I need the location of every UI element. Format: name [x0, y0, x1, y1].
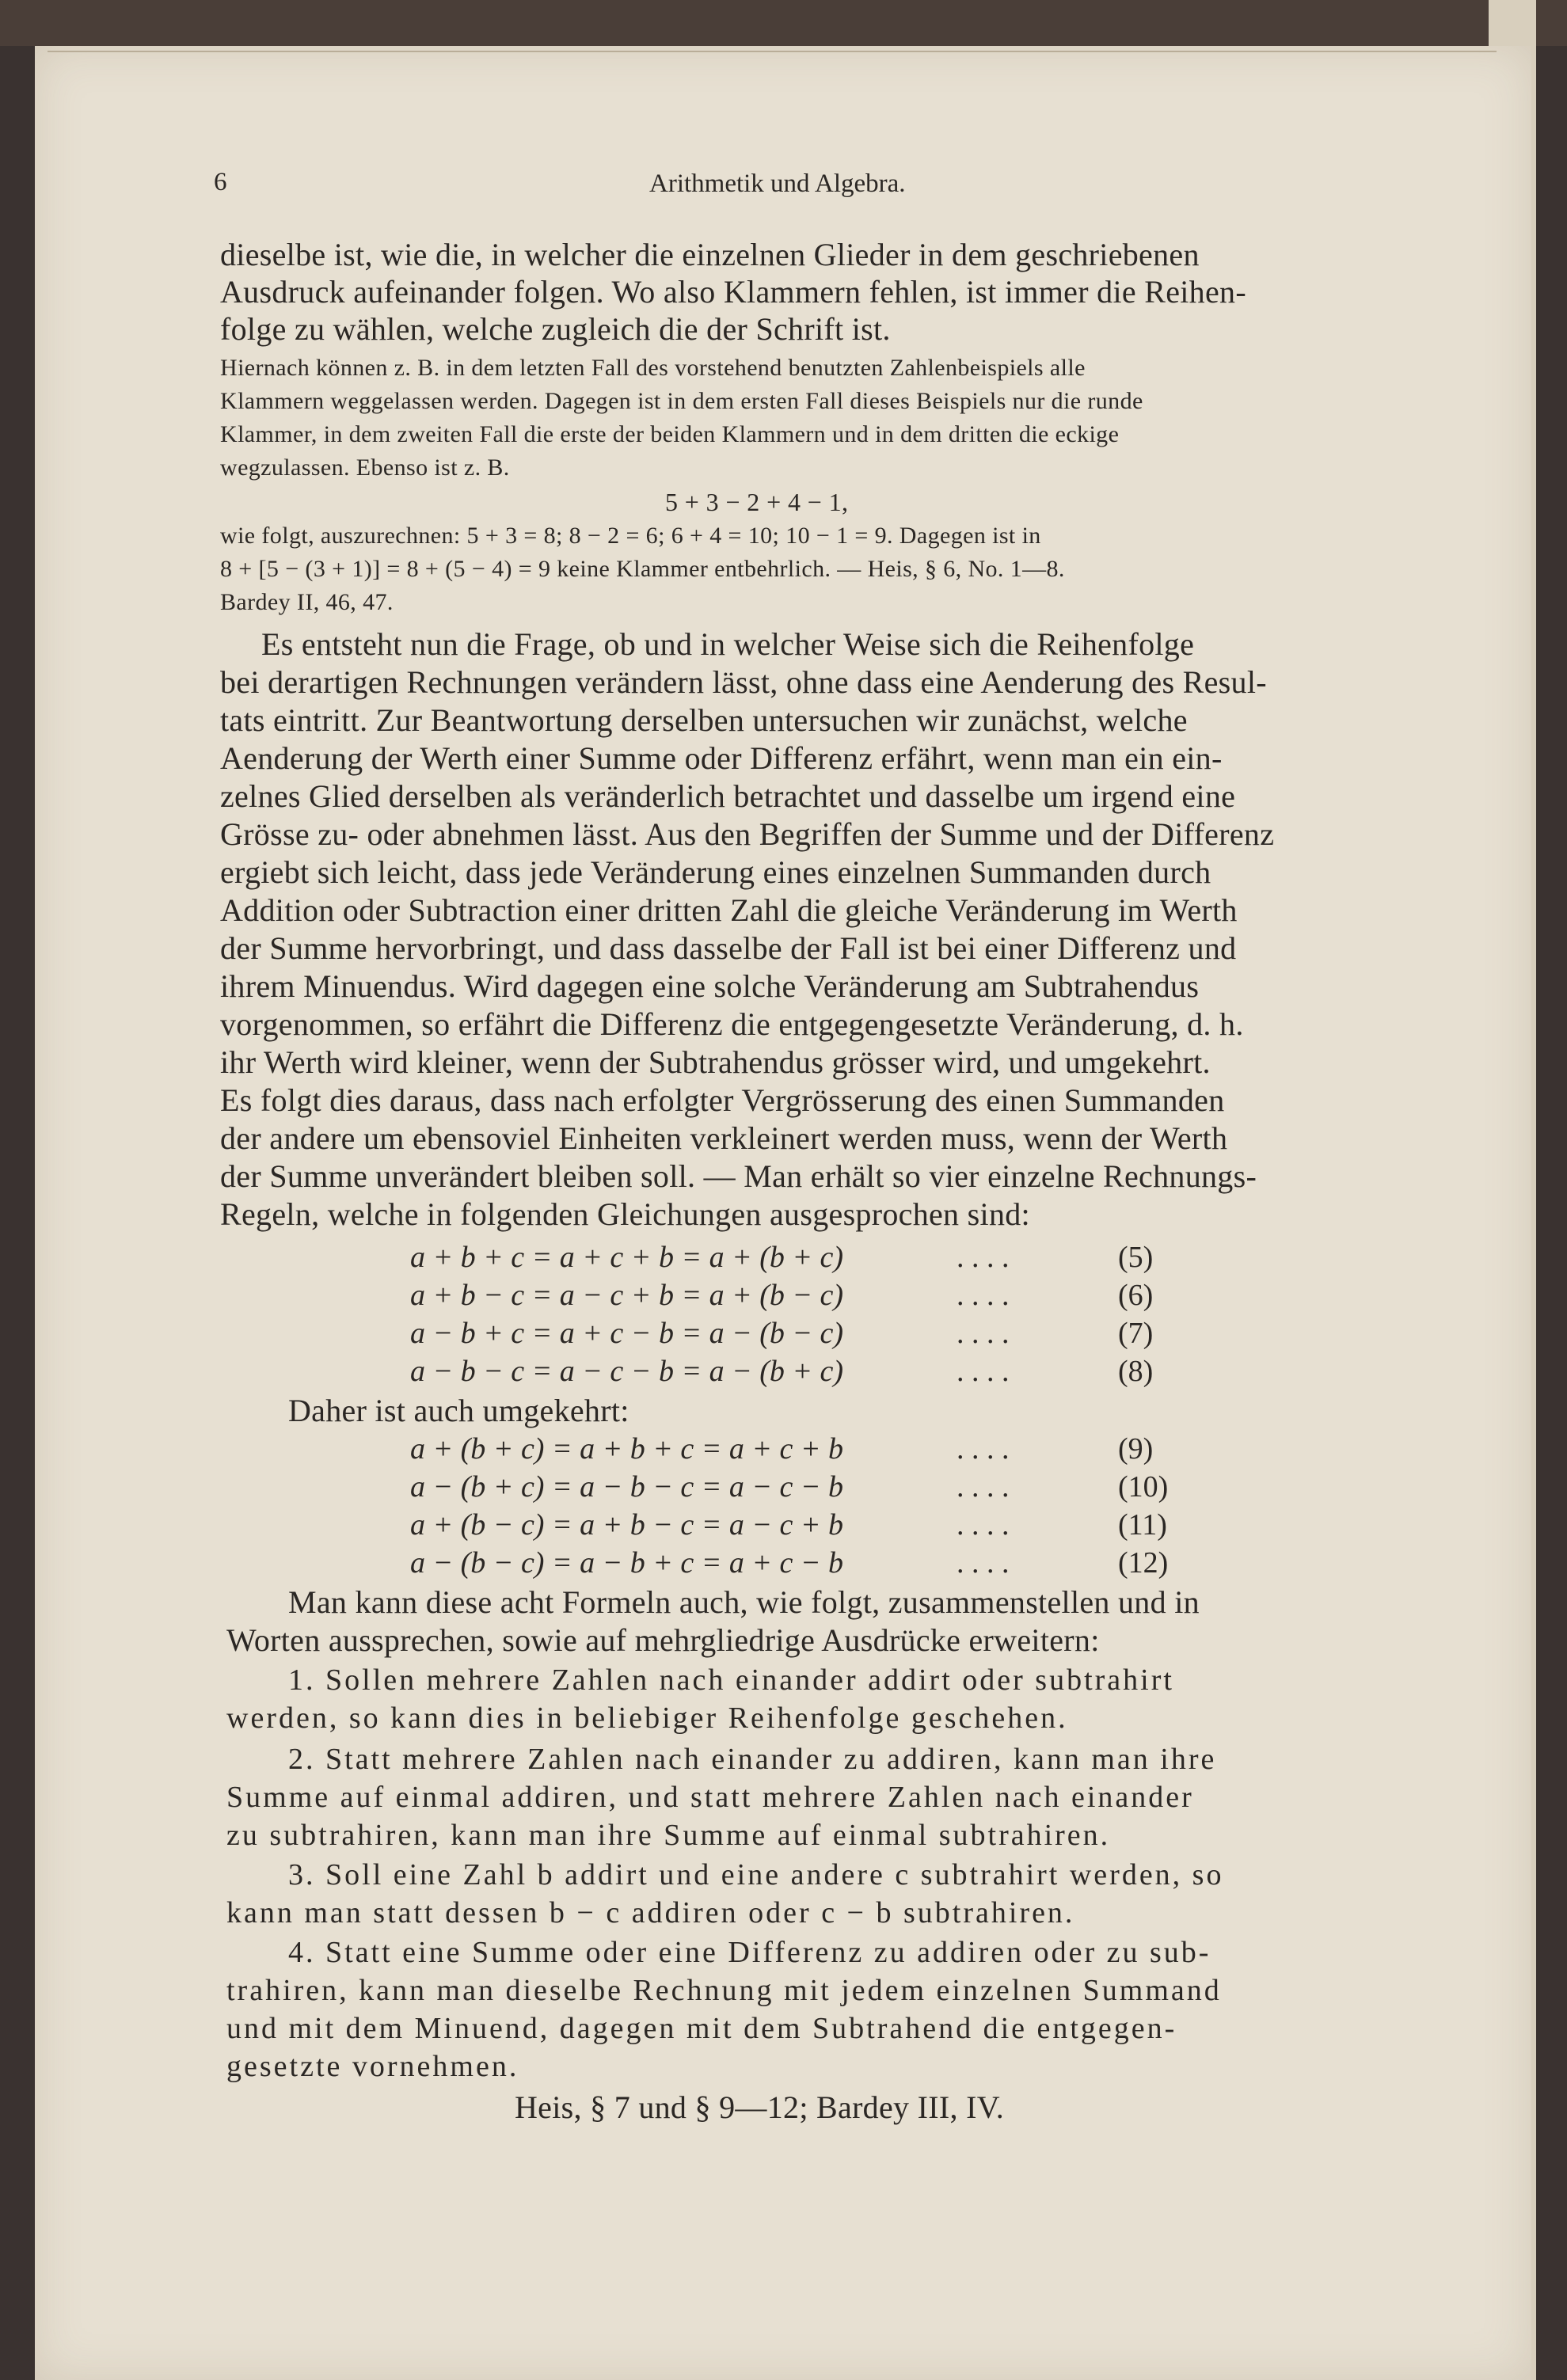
note-line: Klammer, in dem zweiten Fall die erste der beiden Klammern und in dem dritten die eckige	[220, 421, 1120, 447]
formula-number: (5)	[1118, 1241, 1154, 1274]
text-line: Es folgt dies daraus, dass nach erfolgter Vergrösserung des einen Summanden	[220, 1082, 1225, 1118]
text-line: ihrem Minuendus. Wird dagegen eine solche Veränderung am Subtrahendus	[220, 968, 1200, 1004]
page-top-edge	[48, 51, 1497, 52]
text-line: der Summe unverändert bleiben soll. — Man erhält so vier einzelne Rechnungs-	[220, 1158, 1257, 1194]
text-line: Man kann diese acht Formeln auch, wie folgt, zusammenstellen und in	[288, 1584, 1200, 1620]
formula-dots: . . . .	[957, 1355, 1010, 1388]
formula: a + b + c = a + c + b = a + (b + c)	[410, 1241, 844, 1274]
formula-number: (6)	[1118, 1279, 1154, 1312]
formula: a + (b + c) = a + b + c = a + c + b	[410, 1432, 844, 1466]
formula-number: (11)	[1118, 1508, 1167, 1542]
formula-number: (8)	[1118, 1355, 1154, 1388]
rule-line: werden, so kann dies in beliebiger Reihenfolge geschehen.	[226, 1701, 1068, 1735]
note-line: wie folgt, auszurechnen: 5 + 3 = 8; 8 − 2 = 6; 6 + 4 = 10; 10 − 1 = 9. Dagegen ist in	[220, 523, 1041, 549]
page-number: 6	[214, 168, 227, 196]
rule-line: Summe auf einmal addiren, und statt mehrere Zahlen nach einander	[226, 1781, 1194, 1814]
text-line: Addition oder Subtraction einer dritten Zahl die gleiche Veränderung im Werth	[220, 892, 1238, 928]
rule-line: trahiren, kann man dieselbe Rechnung mit jedem einzelnen Summand	[226, 1974, 1222, 2007]
note-line: 8 + [5 − (3 + 1)] = 8 + (5 − 4) = 9 keine Klammer entbehrlich. — Heis, § 6, No. 1—8.	[220, 556, 1065, 582]
text-line: zelnes Glied derselben als veränderlich betrachtet und dasselbe um irgend eine	[220, 778, 1236, 814]
formula: a − (b + c) = a − b − c = a − c − b	[410, 1470, 844, 1504]
text-line: Worten aussprechen, sowie auf mehrgliedrige Ausdrücke erweitern:	[226, 1622, 1100, 1658]
text-line: Es entsteht nun die Frage, ob und in welcher Weise sich die Reihenfolge	[261, 626, 1195, 662]
rule-line: 2. Statt mehrere Zahlen nach einander zu addiren, kann man ihre	[288, 1743, 1217, 1776]
formula-dots: . . . .	[957, 1317, 1010, 1350]
rule-line: 1. Sollen mehrere Zahlen nach einander addirt oder subtrahirt	[288, 1663, 1174, 1697]
text-line: dieselbe ist, wie die, in welcher die einzelnen Glieder in dem geschriebenen	[220, 237, 1200, 272]
text-line: ergiebt sich leicht, dass jede Veränderung eines einzelnen Summanden durch	[220, 854, 1211, 890]
rule-line: zu subtrahiren, kann man ihre Summe auf einmal subtrahiren.	[226, 1819, 1111, 1852]
formula: a − (b − c) = a − b + c = a + c − b	[410, 1546, 844, 1580]
text-line: tats eintritt. Zur Beantwortung derselben untersuchen wir zunächst, welche	[220, 702, 1188, 738]
text-line: Ausdruck aufeinander folgen. Wo also Klammern fehlen, ist immer die Reihen-	[220, 274, 1246, 310]
note-formula: 5 + 3 − 2 + 4 − 1,	[665, 488, 849, 516]
formula: a − b + c = a + c − b = a − (b − c)	[410, 1317, 844, 1350]
text-line: vorgenommen, so erfährt die Differenz die entgegengesetzte Veränderung, d. h.	[220, 1006, 1244, 1042]
formula-number: (10)	[1118, 1470, 1169, 1504]
note-line: Hiernach können z. B. in dem letzten Fall des vorstehend benutzten Zahlenbeispiels alle	[220, 355, 1086, 381]
text-line: folge zu wählen, welche zugleich die der Schrift ist.	[220, 311, 891, 347]
formula-number: (7)	[1118, 1317, 1154, 1350]
rule-line: gesetzte vornehmen.	[226, 2050, 519, 2083]
formula-dots: . . . .	[957, 1546, 1010, 1580]
text-line: Regeln, welche in folgenden Gleichungen ausgesprochen sind:	[220, 1196, 1030, 1232]
scan-background	[0, 0, 1567, 46]
formula-dots: . . . .	[957, 1508, 1010, 1542]
text-line: der Summe hervorbringt, und dass dasselbe der Fall ist bei einer Differenz und	[220, 930, 1237, 966]
text-line: Daher ist auch umgekehrt:	[288, 1393, 629, 1428]
formula: a + (b − c) = a + b − c = a − c + b	[410, 1508, 844, 1542]
text-line: Aenderung der Werth einer Summe oder Differenz erfährt, wenn man ein ein-	[220, 740, 1223, 776]
formula-dots: . . . .	[957, 1470, 1010, 1504]
text-line: Grösse zu- oder abnehmen lässt. Aus den Begriffen der Summe und der Differenz	[220, 816, 1275, 852]
formula: a + b − c = a − c + b = a + (b − c)	[410, 1279, 844, 1312]
rule-line: 3. Soll eine Zahl b addirt und eine andere c subtrahirt werden, so	[288, 1858, 1224, 1891]
formula-dots: . . . .	[957, 1241, 1010, 1274]
rule-line: und mit dem Minuend, dagegen mit dem Subtrahend die entgegen-	[226, 2012, 1177, 2045]
note-line: wegzulassen. Ebenso ist z. B.	[220, 454, 510, 481]
formula: a − b − c = a − c − b = a − (b + c)	[410, 1355, 844, 1388]
running-title: Arithmetik und Algebra.	[649, 169, 906, 198]
rule-line: kann man statt dessen b − c addiren oder c − b subtrahiren.	[226, 1896, 1075, 1929]
text-line: bei derartigen Rechnungen verändern lässt, ohne dass eine Aenderung des Resul-	[220, 664, 1267, 700]
rule-line: 4. Statt eine Summe oder eine Differenz zu addiren oder zu sub-	[288, 1936, 1211, 1969]
note-line: Klammern weggelassen werden. Dagegen ist in dem ersten Fall dieses Beispiels nur die runde	[220, 388, 1143, 414]
formula-dots: . . . .	[957, 1432, 1010, 1466]
formula-dots: . . . .	[957, 1279, 1010, 1312]
text-line: ihr Werth wird kleiner, wenn der Subtrahendus grösser wird, und umgekehrt.	[220, 1044, 1211, 1080]
reference-line: Heis, § 7 und § 9—12; Bardey III, IV.	[515, 2089, 1005, 2125]
note-line: Bardey II, 46, 47.	[220, 589, 394, 615]
formula-number: (9)	[1118, 1432, 1154, 1466]
text-line: der andere um ebensoviel Einheiten verkleinert werden muss, wenn der Werth	[220, 1120, 1228, 1156]
formula-number: (12)	[1118, 1546, 1169, 1580]
